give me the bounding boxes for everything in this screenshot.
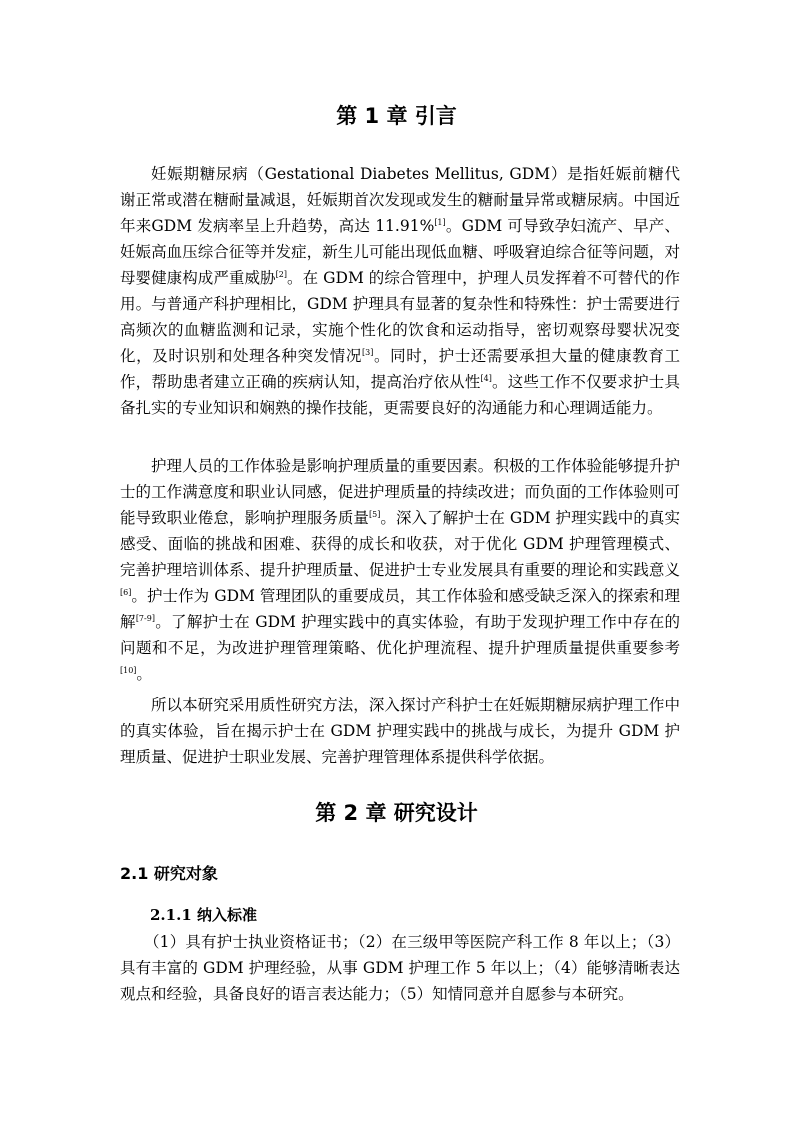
citation-ref: [1]: [434, 217, 446, 227]
chapter-1-paragraph-3: [120, 692, 680, 770]
citation-ref: [5]: [369, 509, 381, 519]
chapter-1-paragraph-2: [120, 453, 680, 687]
citation-ref: [10]: [120, 665, 137, 675]
citation-ref: [3]: [362, 347, 374, 357]
paragraph-text-segment: 。护士作为 GDM 管理团队的重要成员，其工作体验和感受缺乏深入的探索和理解: [120, 587, 680, 631]
paragraph-text-segment: 。了解护士在 GDM 护理实践中的真实体验，有助于发现护理工作中存在的问题和不足，为改进护理管理策略、优化护理流程、提升护理质量提供重要参考: [120, 613, 680, 657]
paragraph-text-segment: 。同时，护士还需要承担大量的健康教育工作，帮助患者建立正确的疾病认知，提高治疗依从性: [120, 347, 680, 391]
subsection-2-1-1-title: 2.1.1 纳入标准: [150, 906, 257, 924]
paragraph-text-segment: 。GDM 可导致孕妇流产、早产、妊娠高血压综合征等并发症，新生儿可能出现低血糖、呼吸窘迫综合征等问题，对母婴健康构成严重威胁: [120, 217, 681, 287]
inclusion-criteria-text: （1）具有护士执业资格证书；（2）在三级甲等医院产科工作 8 年以上；（3）具有丰富的 GDM 护理经验，从事 GDM 护理工作 5 年以上；（4）能够清晰表达观点和经验，具备良好的语言表达能力；（5）知情同意并自愿参与本研究。: [120, 933, 680, 1003]
section-2-1-title: 2.1 研究对象: [120, 864, 218, 883]
chapter-1-paragraph-1: [120, 161, 680, 421]
citation-ref: [2]: [275, 269, 287, 279]
chapter-1-title: 第 1 章 引言: [336, 104, 457, 128]
citation-ref: [6]: [120, 587, 132, 597]
paragraph-text-segment: 护理人员的工作体验是影响护理质量的重要因素。积极的工作体验能够提升护士的工作满意度和职业认同感，促进护理质量的持续改进；而负面的工作体验则可能导致职业倦怠，影响护理服务质量: [120, 457, 680, 527]
chapter-2-title: 第 2 章 研究设计: [315, 801, 478, 825]
citation-ref: [4]: [480, 373, 492, 383]
paragraph-text-segment: 。深入了解护士在 GDM 护理实践中的真实感受、面临的挑战和困难、获得的成长和收获，对于优化 GDM 护理管理模式、完善护理培训体系、提升护理质量、促进护士专业发展具有重要的理论和实践意义: [120, 509, 680, 579]
paragraph-text-segment: 。在 GDM 的综合管理中，护理人员发挥着不可替代的作用。与普通产科护理相比，GDM 护理具有显著的复杂性和特殊性：护士需要进行高频次的血糖监测和记录，实施个性化的饮食和运动指导，密切观察母婴状况变化，及时识别和处理各种突发情况: [120, 269, 680, 365]
paragraph-text-segment: 妊娠期糖尿病（Gestational Diabetes Mellitus, GDM）是指妊娠前糖代谢正常或潜在糖耐量减退，妊娠期首次发现或发生的糖耐量异常或糖尿病。中国近年来GDM 发病率呈上升趋势，高达 11.91%: [120, 165, 680, 235]
citation-ref: [7-9]: [135, 613, 155, 623]
paragraph-text-segment: 所以本研究采用质性研究方法，深入探讨产科护士在妊娠期糖尿病护理工作中的真实体验，旨在揭示护士在 GDM 护理实践中的挑战与成长，为提升 GDM 护理质量、促进护士职业发展、完善护理管理体系提供科学依据。: [120, 696, 680, 766]
paragraph-text-segment: 。: [136, 665, 152, 683]
paragraph-text-segment: 。这些工作不仅要求护士具备扎实的专业知识和娴熟的操作技能，更需要良好的沟通能力和心理调适能力。: [120, 373, 680, 417]
